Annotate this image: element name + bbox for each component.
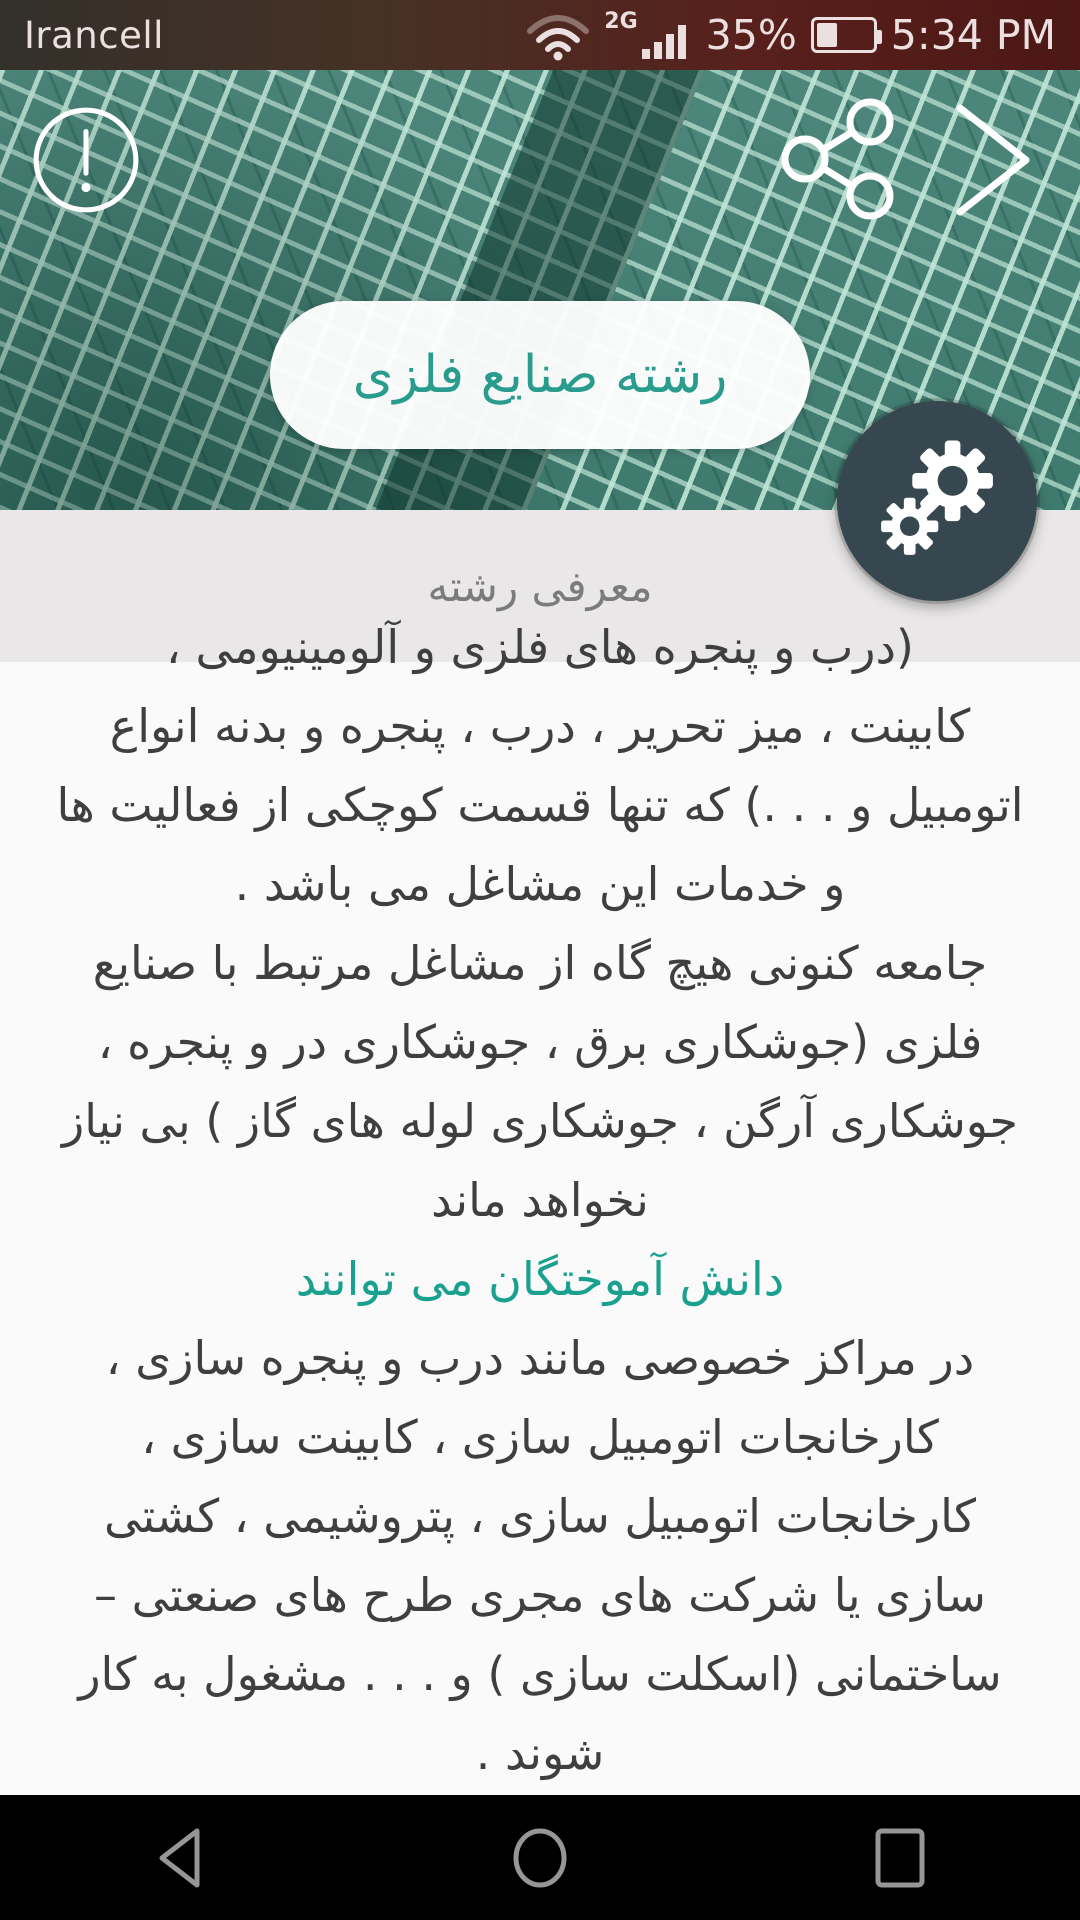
battery-percent-label: 35% [705,11,797,59]
text-line-clipped: (درب و پنجره های فلزی و آلومینیومی ، [166,620,914,674]
back-icon[interactable] [0,1795,360,1920]
tab-introduction[interactable]: معرفی رشته [427,561,653,611]
text-line: ساختمانی (اسکلت سازی ) و . . . مشغول به کار [78,1647,1002,1701]
field-title-label: رشته صنایع فلزی [352,345,728,405]
home-icon[interactable] [360,1795,720,1920]
battery-icon [811,17,877,53]
text-line: کارخانجات اتومبیل سازی ، کابینت سازی ، [141,1410,939,1464]
network-type-label: 2G [604,9,638,34]
wifi-icon [526,9,590,61]
status-bar-right-cluster [526,9,1056,61]
text-line: کارخانجات اتومبیل سازی ، پتروشیمی ، کشتی [104,1489,976,1543]
text-line: شوند . [475,1726,605,1780]
field-title-pill[interactable] [270,301,810,449]
carrier-label: Irancell [24,13,164,57]
gears-icon [872,434,1002,568]
battery-nub [877,30,882,44]
text-line: جامعه کنونی هیچ گاه از مشاغل مرتبط با صنایع [92,936,988,990]
text-line: فلزی (جوشکاری برق ، جوشکاری در و پنجره ، [97,1015,983,1069]
text-line: اتومبیل و . . .) که تنها قسمت کوچکی از فعالیت ها [56,778,1024,832]
settings-fab[interactable] [837,401,1037,601]
text-line: و خدمات این مشاغل می باشد . [234,857,846,911]
signal-bars-icon [604,9,691,61]
text-line: جوشکاری آرگن ، جوشکاری لوله های گاز ) بی نیاز [62,1094,1018,1148]
text-line: کابینت ، میز تحریر ، درب ، پنجره و بدنه انواع [109,699,971,753]
android-nav-bar [0,1795,1080,1920]
text-line: در مراکز خصوصی مانند درب و پنجره سازی ، [105,1331,975,1385]
text-line: سازی یا شرکت های مجری طرح های صنعتی – [94,1568,986,1622]
recents-icon[interactable] [720,1795,1080,1920]
info-icon[interactable] [30,104,142,216]
article-text [0,608,1080,1793]
chevron-right-icon[interactable] [952,100,1036,220]
article-scroll-area[interactable] [0,620,1080,1795]
text-line: نخواهد ماند [431,1173,649,1227]
clock-label: 5:34 PM [890,11,1056,59]
status-bar [0,0,1080,70]
share-icon[interactable] [780,98,912,220]
battery-fill [817,23,837,47]
section-heading: دانش آموختگان می توانند [295,1252,785,1306]
